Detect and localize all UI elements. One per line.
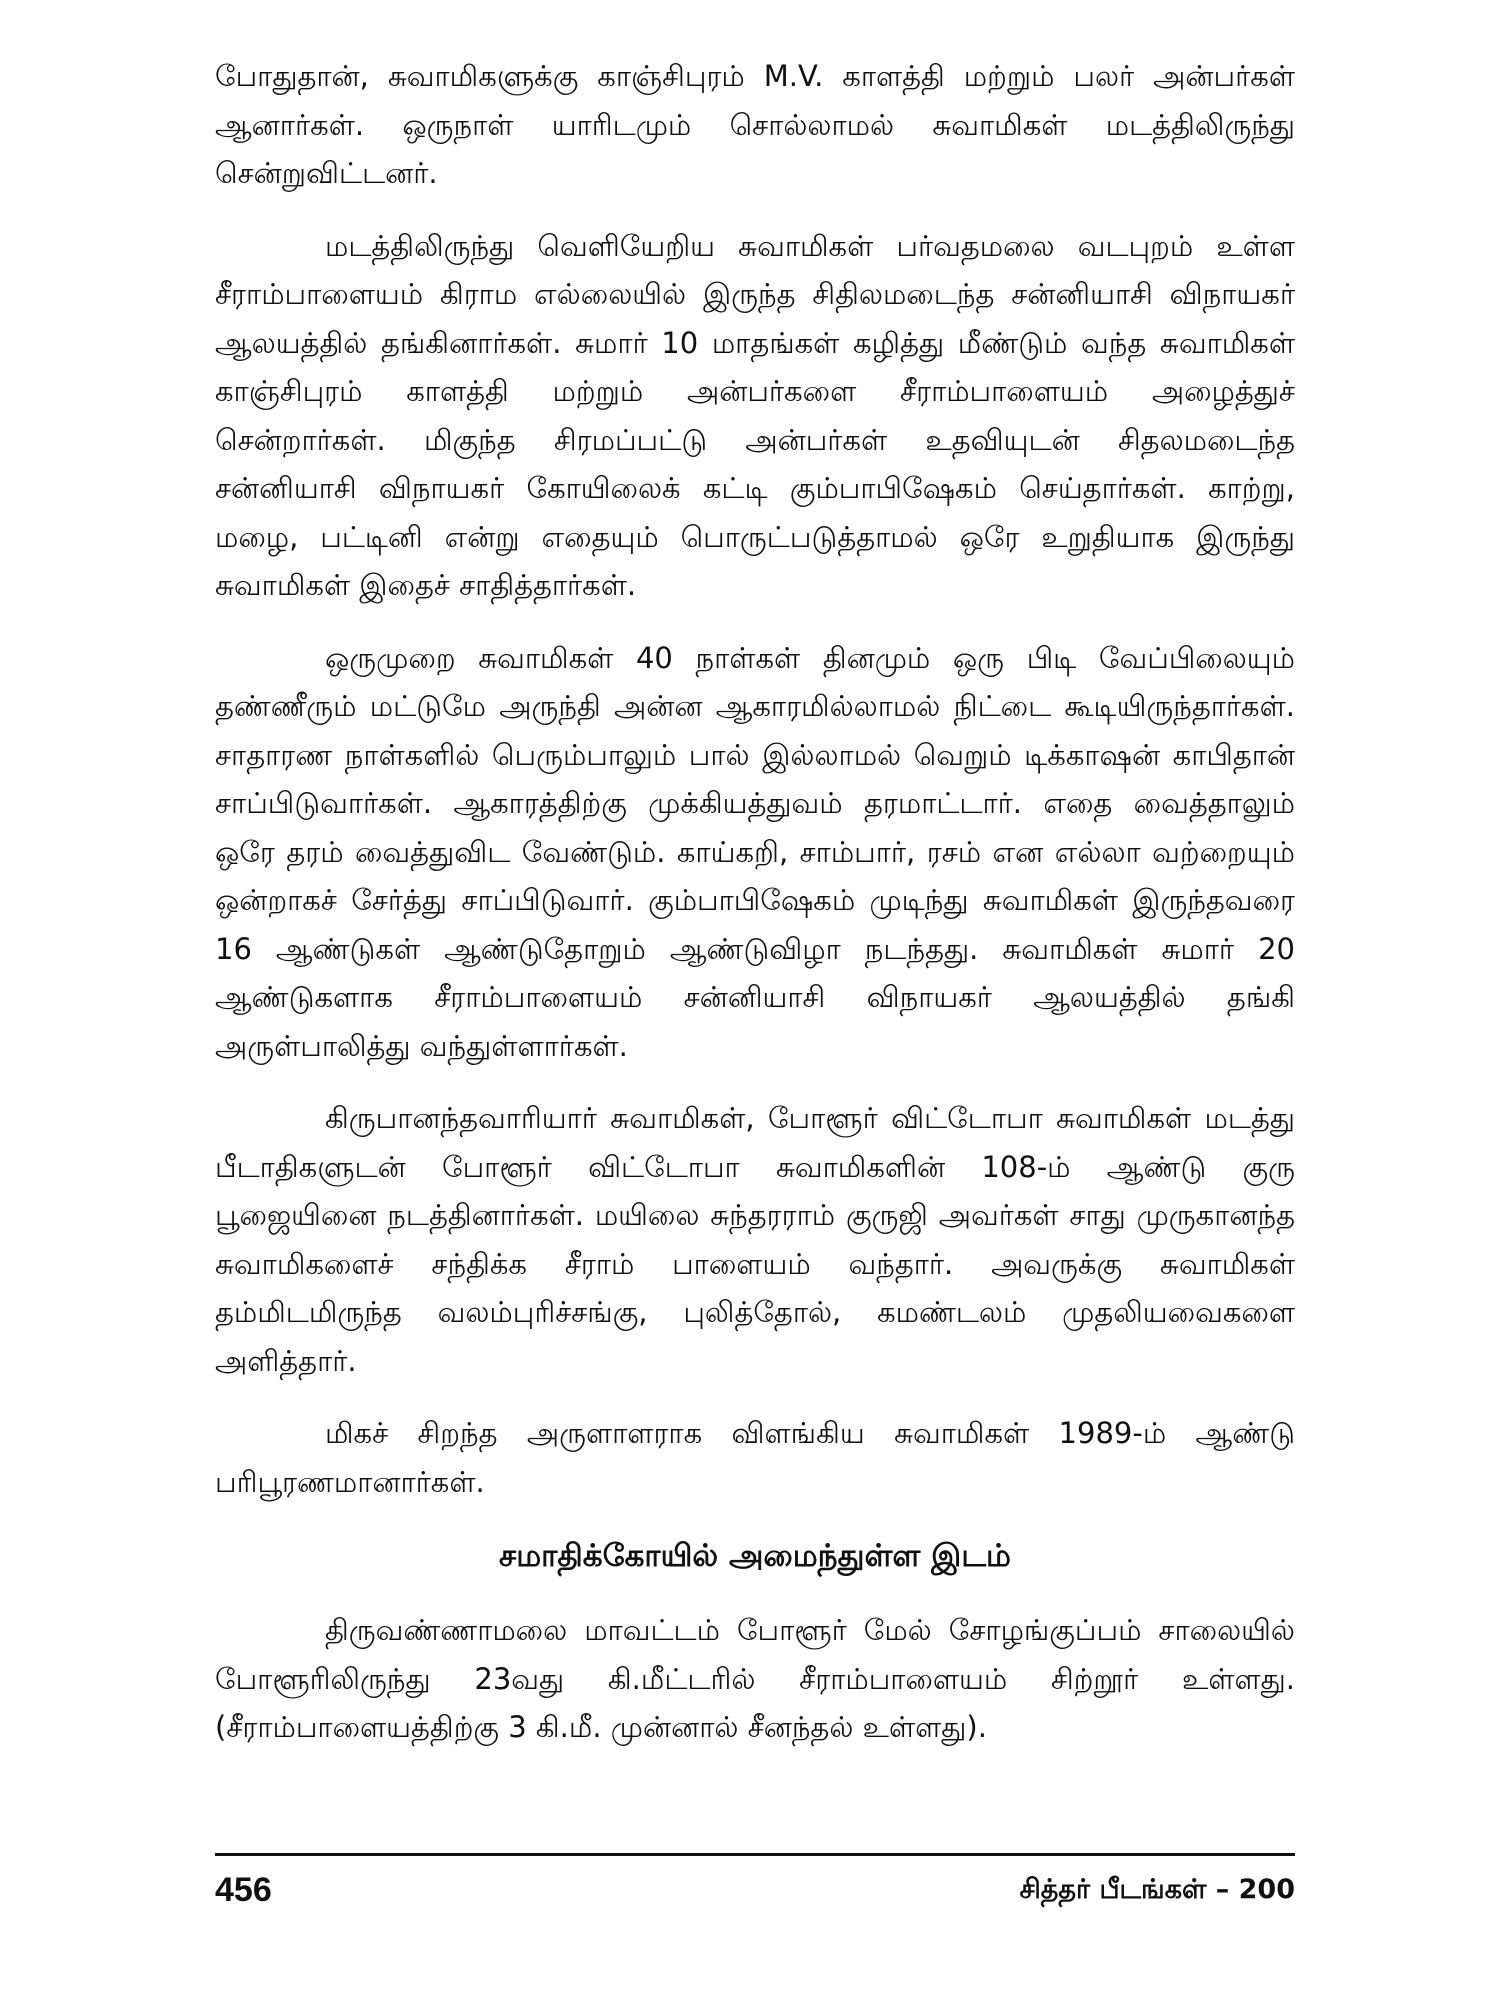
body-paragraph-5: மிகச் சிறந்த அருளாளராக விளங்கிய சுவாமிகள் 1989-ம் ஆண்டு பரிபூரணமானார்கள்.	[215, 1416, 1295, 1499]
footer-rule	[215, 1853, 1295, 1856]
running-title: சித்தர் பீடங்கள் – 200	[1019, 1874, 1295, 1905]
section-paragraph: திருவண்ணாமலை மாவட்டம் போளூர் மேல் சோழங்குப்பம் சாலையில் போளூரிலிருந்து 23வது கி.மீட்டரில் சீராம்பாளையம் சிற்றூர் உள்ளது. (சீராம்பாளையத்திற்கு 3 கி.மீ. முன்னால் சீனந்தல் உள்ளது).	[215, 1613, 1295, 1744]
body-paragraph-1: போதுதான், சுவாமிகளுக்கு காஞ்சிபுரம் M.V. காளத்தி மற்றும் பலர் அன்பர்கள் ஆனார்கள். ஒருநாள் யாரிடமும் சொல்லாமல் சுவாமிகள் மடத்திலிருந்து சென்றுவிட்டனர்.	[215, 59, 1295, 190]
page-body	[215, 52, 1295, 1952]
section-heading: சமாதிக்கோயில் அமைந்துள்ள இடம்	[499, 1538, 1011, 1574]
page-footer	[215, 1868, 1295, 1912]
body-paragraph-3: ஒருமுறை சுவாமிகள் 40 நாள்கள் தினமும் ஒரு பிடி வேப்பிலையும் தண்ணீரும் மட்டுமே அருந்தி அன்ன ஆகாரமில்லாமல் நிட்டை கூடியிருந்தார்கள். சாதாரண நாள்களில் பெரும்பாலும் பால் இல்லாமல் வெறும் டிக்காஷன் காபிதான் சாப்பிடுவார்கள். ஆகாரத்திற்கு முக்கியத்துவம் தரமாட்டார். எதை வைத்தாலும் ஒரே தரம் வைத்துவிட வேண்டும். காய்கறி, சாம்பார், ரசம் என எல்லா வற்றையும் ஒன்றாகச் சேர்த்து சாப்பிடுவார். கும்பாபிஷேகம் முடிந்து சுவாமிகள் இருந்தவரை 16 ஆண்டுகள் ஆண்டுதோறும் ஆண்டுவிழா நடந்தது. சுவாமிகள் சுமார் 20 ஆண்டுகளாக சீராம்பாளையம் சன்னியாசி விநாயகர் ஆலயத்தில் தங்கி அருள்பாலித்து வந்துள்ளார்கள்.	[215, 640, 1295, 1063]
page-number: 456	[215, 1871, 272, 1909]
body-paragraph-2: மடத்திலிருந்து வெளியேறிய சுவாமிகள் பர்வதமலை வடபுறம் உள்ள சீராம்பாளையம் கிராம எல்லையில் இருந்த சிதிலமடைந்த சன்னியாசி விநாயகர் ஆலயத்தில் தங்கினார்கள். சுமார் 10 மாதங்கள் கழித்து மீண்டும் வந்த சுவாமிகள் காஞ்சிபுரம் காளத்தி மற்றும் அன்பர்களை சீராம்பாளையம் அழைத்துச் சென்றார்கள். மிகுந்த சிரமப்பட்டு அன்பர்கள் உதவியுடன் சிதலமடைந்த சன்னியாசி விநாயகர் கோயிலைக் கட்டி கும்பாபிஷேகம் செய்தார்கள். காற்று, மழை, பட்டினி என்று எதையும் பொருட்படுத்தாமல் ஒரே உறுதியாக இருந்து சுவாமிகள் இதைச் சாதித்தார்கள்.	[215, 228, 1295, 602]
body-paragraph-4: கிருபானந்தவாரியார் சுவாமிகள், போளூர் விட்டோபா சுவாமிகள் மடத்து பீடாதிகளுடன் போளூர் விட்டோபா சுவாமிகளின் 108-ம் ஆண்டு குரு பூஜையினை நடத்தினார்கள். மயிலை சுந்தரராம் குருஜி அவர்கள் சாது முருகானந்த சுவாமிகளைச் சந்திக்க சீராம் பாளையம் வந்தார். அவருக்கு சுவாமிகள் தம்மிடமிருந்த வலம்புரிச்சங்கு, புலித்தோல், கமண்டலம் முதலியவைகளை அளித்தார்.	[215, 1101, 1295, 1378]
